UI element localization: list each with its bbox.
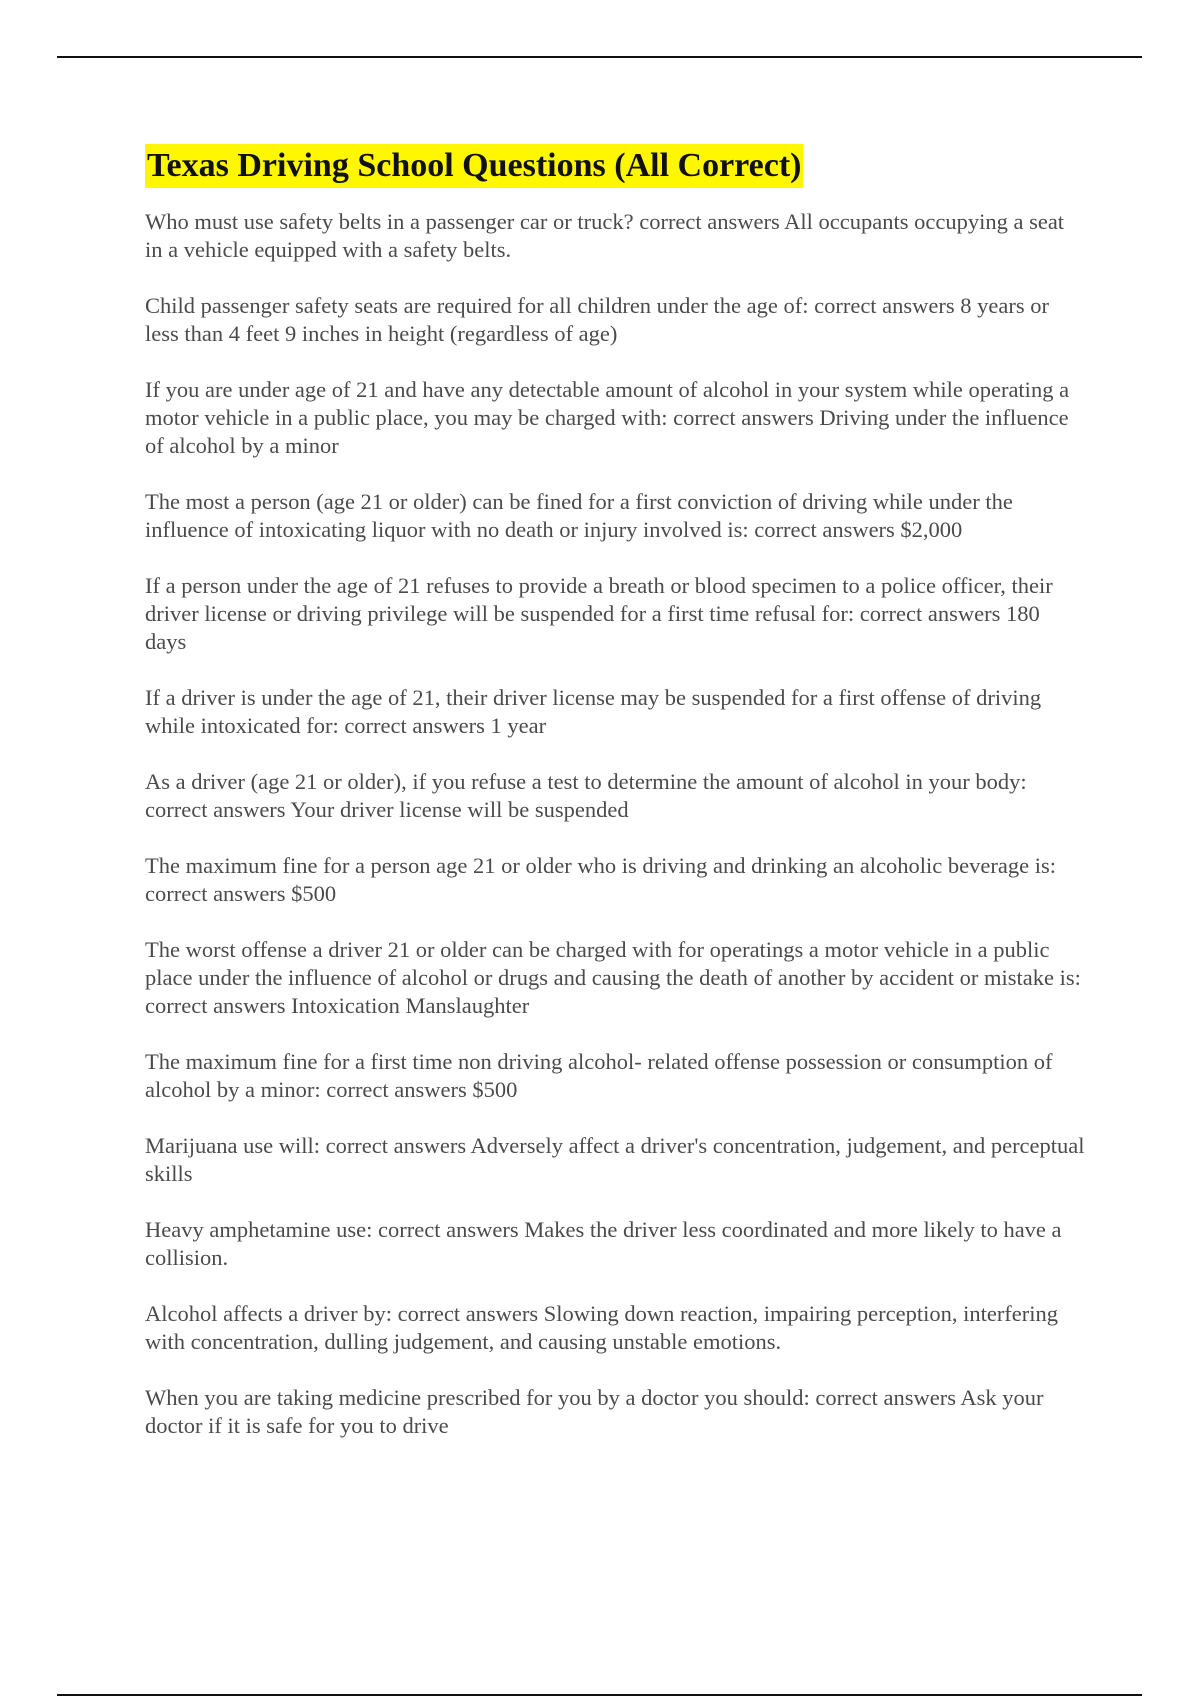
qa-text: Marijuana use will: correct answers Adversely affect a driver's concentration, judgement, and perceptual skills — [145, 1133, 1085, 1186]
qa-text: Who must use safety belts in a passenger car or truck? correct answers All occupants occupying a seat in a vehicle equipped with a safety belts. — [145, 209, 1065, 262]
qa-text: Child passenger safety seats are required for all children under the age of: correct answers 8 years or less than 4 feet 9 inches in height (regardless of age) — [145, 293, 1049, 346]
qa-text: The most a person (age 21 or older) can be fined for a first conviction of driving while under the influence of intoxicating liquor with no death or injury involved is: correct answers $2,000 — [145, 489, 1013, 542]
qa-item — [145, 852, 1085, 908]
qa-text: Alcohol affects a driver by: correct answers Slowing down reaction, impairing perception, interfering with concentration, dulling judgement, and causing unstable emotions. — [145, 1301, 1059, 1354]
footer-rule — [57, 1694, 1142, 1696]
qa-item — [145, 1132, 1085, 1188]
qa-text: The maximum fine for a first time non driving alcohol- related offense possession or consumption of alcohol by a minor: correct answers $500 — [145, 1049, 1053, 1102]
qa-item — [145, 1300, 1085, 1356]
qa-text: The worst offense a driver 21 or older can be charged with for operatings a motor vehicle in a public place under the influence of alcohol or drugs and causing the death of another by accident or mistake is: correct answers Intoxication Manslaughter — [145, 937, 1081, 1018]
qa-item — [145, 572, 1085, 656]
document-title: Texas Driving School Questions (All Correct) — [145, 144, 803, 188]
qa-list — [145, 208, 1085, 1440]
qa-item — [145, 768, 1085, 824]
qa-item — [145, 1216, 1085, 1272]
qa-text: If a person under the age of 21 refuses to provide a breath or blood specimen to a police officer, their driver license or driving privilege will be suspended for a first time refusal for: correct answers 180 days — [145, 573, 1053, 654]
qa-item — [145, 292, 1085, 348]
qa-item — [145, 936, 1085, 1020]
qa-item — [145, 488, 1085, 544]
qa-item — [145, 376, 1085, 460]
qa-text: When you are taking medicine prescribed for you by a doctor you should: correct answers Ask your doctor if it is safe for you to drive — [145, 1385, 1044, 1438]
qa-text: Heavy amphetamine use: correct answers Makes the driver less coordinated and more likely to have a collision. — [145, 1217, 1062, 1270]
qa-text: The maximum fine for a person age 21 or older who is driving and drinking an alcoholic beverage is: correct answers $500 — [145, 853, 1056, 906]
qa-item — [145, 1384, 1085, 1440]
qa-text: If you are under age of 21 and have any detectable amount of alcohol in your system while operating a motor vehicle in a public place, you may be charged with: correct answers Driving under the influence of alcohol by a minor — [145, 377, 1070, 458]
qa-item — [145, 1048, 1085, 1104]
document-body — [145, 144, 1085, 1468]
qa-text: As a driver (age 21 or older), if you refuse a test to determine the amount of alcohol in your body: correct answers Your driver license will be suspended — [145, 769, 1027, 822]
header-rule — [57, 56, 1142, 58]
qa-item — [145, 208, 1085, 264]
qa-text: If a driver is under the age of 21, their driver license may be suspended for a first offense of driving while intoxicated for: correct answers 1 year — [145, 685, 1042, 738]
qa-item — [145, 684, 1085, 740]
